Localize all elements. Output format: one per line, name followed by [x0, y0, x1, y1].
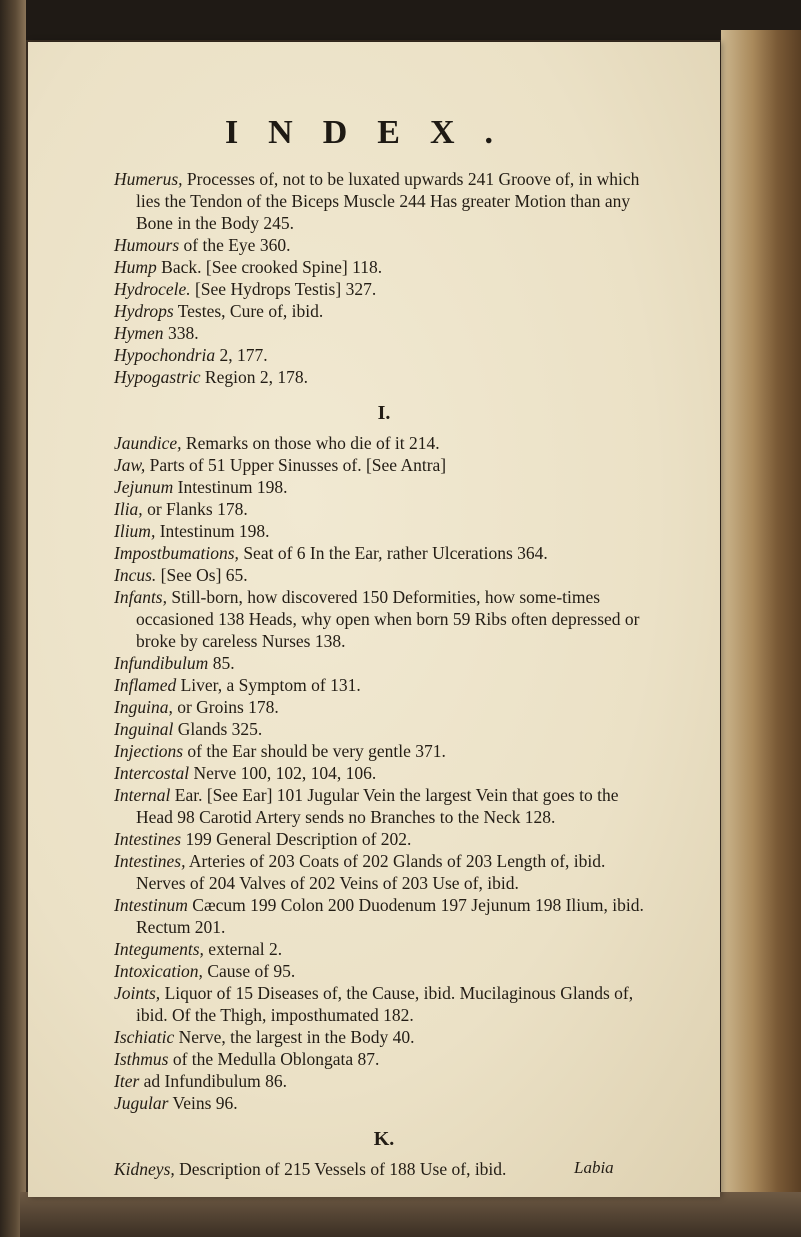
index-entry — [114, 718, 654, 740]
index-entry — [114, 476, 654, 498]
index-entry — [114, 1158, 654, 1180]
entry-heading: Impostbumations, — [114, 543, 239, 563]
entry-text: Arteries of 203 Coats of 202 Glands of 203 Length of, ibid. Nerves of 204 Valves of 202 Veins of 203 Use of, ibid. — [136, 851, 606, 893]
entry-heading: Intestines — [114, 829, 182, 849]
entry-heading: Intestines, — [114, 851, 186, 871]
entry-heading: Intoxication, — [114, 961, 203, 981]
index-entry — [114, 344, 654, 366]
entry-text: or Flanks 178. — [142, 499, 248, 519]
index-entry — [114, 652, 654, 674]
index-entry — [114, 454, 654, 476]
entry-text: Testes, Cure of, ibid. — [173, 301, 324, 321]
entry-heading: Ilium, — [114, 521, 156, 541]
entry-heading: Jejunum — [114, 477, 174, 497]
index-entry — [114, 696, 654, 718]
entry-heading: Infants, — [114, 587, 167, 607]
entry-text: Ear. [See Ear] 101 Jugular Vein the largest Vein that goes to the Head 98 Carotid Artery sends no Branches to the Neck 128. — [136, 785, 619, 827]
entry-heading: Internal — [114, 785, 171, 805]
entry-heading: Inflamed — [114, 675, 177, 695]
entry-text: [See Hydrops Testis] 327. — [190, 279, 377, 299]
index-entry — [114, 1048, 654, 1070]
index-entry — [114, 938, 654, 960]
entry-heading: Hydrocele. — [114, 279, 191, 299]
index-entry — [114, 960, 654, 982]
entry-text: external 2. — [203, 939, 283, 959]
index-entry — [114, 432, 654, 454]
entry-heading: Intercostal — [114, 763, 190, 783]
index-entry — [114, 982, 654, 1026]
catchword: Labia — [574, 1158, 614, 1177]
entry-text: of the Ear should be very gentle 371. — [183, 741, 446, 761]
entry-heading: Joints, — [114, 983, 161, 1003]
index-entry — [114, 234, 654, 256]
entry-text: Back. [See crooked Spine] 118. — [156, 257, 383, 277]
index-entry — [114, 1026, 654, 1048]
index-entry — [114, 366, 654, 388]
entry-heading: Ischiatic — [114, 1027, 175, 1047]
book-fore-edge — [721, 30, 801, 1210]
book-bottom-edge — [20, 1192, 801, 1237]
entry-heading: Hump — [114, 257, 157, 277]
entry-text: of the Medulla Oblongata 87. — [168, 1049, 380, 1069]
index-entry — [114, 762, 654, 784]
section-letter-i: I. — [377, 402, 391, 424]
entry-heading: Hypochondria — [114, 345, 216, 365]
entry-text: ad Infundibulum 86. — [139, 1071, 288, 1091]
index-entries — [114, 168, 654, 1180]
section-letter-k: K. — [373, 1128, 395, 1150]
page-title: INDEX. — [224, 114, 524, 151]
entry-text: Nerve, the largest in the Body 40. — [174, 1027, 415, 1047]
entry-heading: Incus. — [114, 565, 157, 585]
entry-heading: Ilia, — [114, 499, 143, 519]
entry-text: Veins 96. — [168, 1093, 238, 1113]
index-entry — [114, 674, 654, 696]
entry-heading: Intestinum — [114, 895, 188, 915]
entry-text: Glands 325. — [173, 719, 263, 739]
index-entry — [114, 256, 654, 278]
entry-text: Intestinum 198. — [155, 521, 270, 541]
index-entry — [114, 850, 654, 894]
entry-text: Liquor of 15 Diseases of, the Cause, ibid. Mucilaginous Glands of, ibid. Of the Thigh, imposthumated 182. — [136, 983, 634, 1025]
entry-text: Region 2, 178. — [200, 367, 308, 387]
index-entry — [114, 300, 654, 322]
index-entry — [114, 520, 654, 542]
entry-heading: Inguina, — [114, 697, 173, 717]
entry-text: 199 General Description of 202. — [181, 829, 412, 849]
book-top-edge — [0, 0, 801, 40]
entry-heading: Inguinal — [114, 719, 174, 739]
index-entry — [114, 542, 654, 564]
index-page — [28, 42, 720, 1197]
entry-heading: Hypogastric — [114, 367, 201, 387]
entry-text: Still-born, how discovered 150 Deformities, how some-times occasioned 138 Heads, why open when born 59 Ribs often depressed or broke by careless Nurses 138. — [136, 587, 640, 651]
entry-text: Processes of, not to be luxated upwards 241 Groove of, in which lies the Tendon of the Biceps Muscle 244 Has greater Motion than any Bone in the Body 245. — [136, 169, 640, 233]
book-spine-edge — [0, 0, 26, 1237]
index-entry — [114, 740, 654, 762]
entry-heading: Injections — [114, 741, 184, 761]
entry-text: Description of 215 Vessels of 188 Use of, ibid. — [174, 1159, 507, 1179]
entry-text: Intestinum 198. — [173, 477, 288, 497]
entry-heading: Humours — [114, 235, 180, 255]
entry-text: Parts of 51 Upper Sinusses of. [See Antra] — [145, 455, 447, 475]
entry-heading: Integuments, — [114, 939, 204, 959]
index-entry — [114, 1070, 654, 1092]
entry-heading: Hymen — [114, 323, 164, 343]
index-entry — [114, 278, 654, 300]
entry-heading: Jaundice, — [114, 433, 182, 453]
entry-text: 2, 177. — [215, 345, 268, 365]
entry-heading: Hydrops — [114, 301, 174, 321]
index-entry — [114, 168, 654, 234]
entry-text: Liver, a Symptom of 131. — [176, 675, 361, 695]
index-entry — [114, 1092, 654, 1114]
entry-text: Remarks on those who die of it 214. — [181, 433, 440, 453]
index-entry — [114, 564, 654, 586]
entry-text: Seat of 6 In the Ear, rather Ulcerations 364. — [238, 543, 548, 563]
index-entry — [114, 784, 654, 828]
section-h — [114, 168, 654, 388]
entry-heading: Humerus, — [114, 169, 183, 189]
entry-heading: Infundibulum — [114, 653, 209, 673]
entry-text: 338. — [163, 323, 199, 343]
entry-text: Cæcum 199 Colon 200 Duodenum 197 Jejunum 198 Ilium, ibid. Rectum 201. — [136, 895, 644, 937]
section-i — [114, 432, 654, 1114]
entry-text: Nerve 100, 102, 104, 106. — [189, 763, 377, 783]
entry-heading: Iter — [114, 1071, 140, 1091]
entry-heading: Isthmus — [114, 1049, 169, 1069]
index-entry — [114, 828, 654, 850]
index-entry — [114, 498, 654, 520]
entry-text: [See Os] 65. — [156, 565, 248, 585]
index-entry — [114, 586, 654, 652]
entry-heading: Jugular — [114, 1093, 169, 1113]
index-entry — [114, 894, 654, 938]
entry-text: of the Eye 360. — [179, 235, 291, 255]
index-entry — [114, 322, 654, 344]
entry-heading: Jaw, — [114, 455, 146, 475]
entry-text: 85. — [208, 653, 235, 673]
section-k — [114, 1158, 654, 1180]
entry-text: Cause of 95. — [202, 961, 296, 981]
entry-heading: Kidneys, — [114, 1159, 175, 1179]
entry-text: or Groins 178. — [172, 697, 279, 717]
